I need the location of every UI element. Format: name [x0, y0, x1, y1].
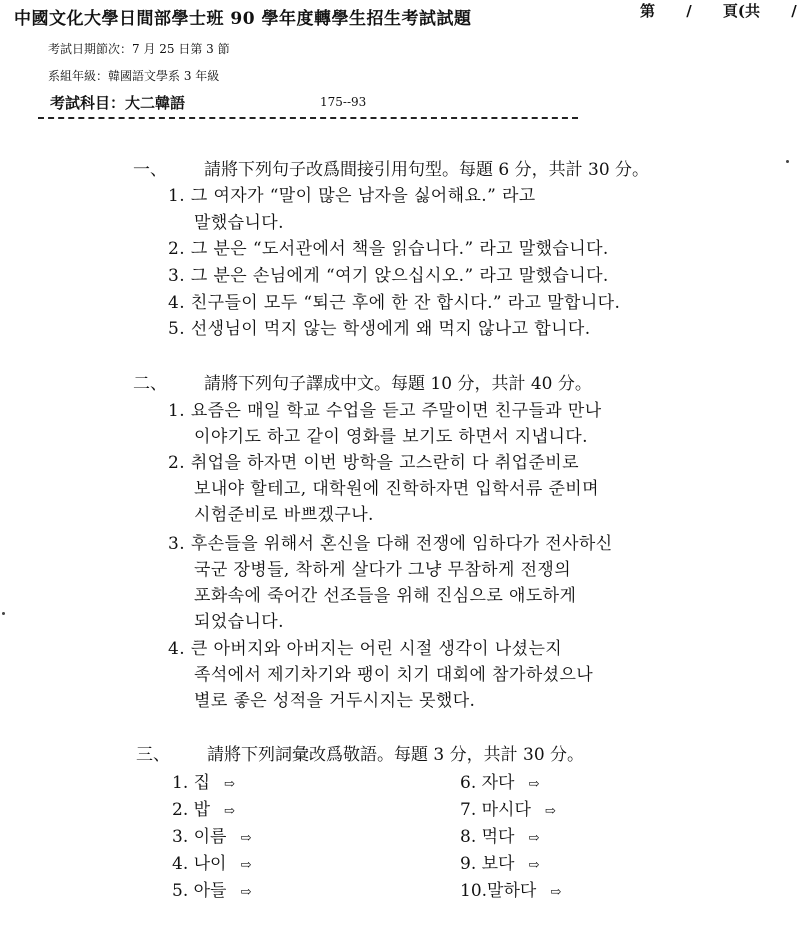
vocab-item-4 — [172, 849, 251, 874]
s2-item-4-line-2: 족석에서 제기차기와 팽이 치기 대회에 참가하셨으나 — [194, 665, 594, 685]
section-1-number: 一、 — [133, 160, 167, 180]
s1-item-4: 4. 친구들이 모두 “퇴근 후에 한 잔 합시다.” 라고 말합니다. — [168, 293, 621, 313]
s2-item-1-line-1: 1. 요즘은 매일 학교 수업을 듣고 주말이면 친구들과 만나 — [168, 401, 602, 421]
s2-item-3-line-4: 되었습니다. — [194, 612, 284, 632]
arrow-right-icon: ⇨ — [224, 804, 235, 819]
arrow-right-icon: ⇨ — [240, 885, 252, 900]
s1-item-3: 3. 그 분은 손님에게 “여기 앉으십시오.” 라고 말했습니다. — [168, 266, 609, 286]
vocab-item-9 — [460, 849, 539, 874]
s1-item-1-line-2: 말했습니다. — [194, 213, 284, 233]
vocab-word: 7. 마시다 — [460, 800, 531, 820]
vocab-word: 1. 집 — [172, 773, 211, 793]
s2-item-3-line-3: 포화속에 죽어간 선조들을 위해 진심으로 애도하게 — [194, 586, 577, 606]
arrow-right-icon: ⇨ — [528, 777, 540, 792]
section-3-number: 三、 — [136, 745, 170, 765]
vocab-word: 4. 나이 — [172, 854, 227, 874]
arrow-right-icon: ⇨ — [240, 858, 252, 873]
section-2-number: 二、 — [133, 374, 167, 394]
arrow-right-icon: ⇨ — [528, 858, 540, 873]
s1-item-2: 2. 그 분은 “도서관에서 책을 읽습니다.” 라고 말했습니다. — [168, 239, 609, 259]
vocab-item-6 — [460, 768, 539, 793]
vocab-word: 10.말하다 — [460, 881, 537, 901]
s2-item-2-line-2: 보내야 할테고, 대학원에 진학하자면 입학서류 준비며 — [194, 479, 599, 499]
vocab-item-2 — [172, 795, 235, 820]
s1-item-1-line-1: 1. 그 여자가 “말이 많은 남자을 싫어해요.” 라고 — [168, 186, 536, 206]
vocab-word: 5. 아들 — [172, 881, 227, 901]
arrow-right-icon: ⇨ — [544, 804, 556, 819]
scan-speck — [786, 160, 789, 163]
arrow-right-icon: ⇨ — [224, 777, 235, 792]
exam-subject: 考試科目：大二韓語 — [50, 94, 186, 112]
vocab-item-8 — [460, 822, 539, 847]
vocab-word: 3. 이름 — [172, 827, 227, 847]
vocab-word: 9. 보다 — [460, 854, 515, 874]
section-1-title: 請將下列句子改爲間接引用句型。每題 6 分，共計 30 分。 — [204, 160, 650, 180]
s2-item-2-line-3: 시험준비로 바쁘겠구나. — [194, 505, 374, 525]
section-3-title: 請將下列詞彙改爲敬語。每題 3 分，共計 30 分。 — [207, 745, 585, 765]
arrow-right-icon: ⇨ — [240, 831, 252, 846]
vocab-word: 2. 밥 — [172, 800, 211, 820]
arrow-right-icon: ⇨ — [550, 885, 562, 900]
vocab-item-5 — [172, 876, 251, 901]
vocab-item-10 — [460, 876, 561, 901]
arrow-right-icon: ⇨ — [528, 831, 540, 846]
s2-item-3-line-1: 3. 후손들을 위해서 혼신을 다해 전쟁에 임하다가 전사하신 — [168, 534, 613, 554]
s2-item-4-line-3: 별로 좋은 성적을 거두시지는 못했다. — [194, 691, 476, 711]
vocab-item-1 — [172, 768, 235, 793]
vocab-word: 6. 자다 — [460, 773, 515, 793]
scan-speck — [2, 612, 5, 615]
vocab-item-3 — [172, 822, 251, 847]
s1-item-5: 5. 선생님이 먹지 않는 학생에게 왜 먹지 않나고 합니다. — [168, 319, 591, 339]
department: 系組年級：韓國語文學系 3 年級 — [48, 69, 220, 83]
header-divider — [38, 117, 578, 119]
exam-date: 考試日期節次：7 月 25 日第 3 節 — [48, 42, 230, 56]
exam-code: 175--93 — [320, 95, 367, 109]
section-2-title: 請將下列句子譯成中文。每題 10 分，共計 40 分。 — [204, 374, 592, 394]
exam-title: 中國文化大學日間部學士班 90 學年度轉學生招生考試試題 — [14, 9, 472, 29]
vocab-word: 8. 먹다 — [460, 827, 515, 847]
page-indicator: 第 / 頁(共 / — [640, 2, 797, 20]
s2-item-1-line-2: 이야기도 하고 같이 영화를 보기도 하면서 지냅니다. — [194, 427, 588, 447]
vocab-item-7 — [460, 795, 556, 820]
s2-item-4-line-1: 4. 큰 아버지와 아버지는 어린 시절 생각이 나셨는지 — [168, 639, 563, 659]
s2-item-3-line-2: 국군 장병들, 착하게 살다가 그냥 무참하게 전쟁의 — [194, 560, 572, 580]
s2-item-2-line-1: 2. 취업을 하자면 이번 방학을 고스란히 다 취업준비로 — [168, 453, 579, 473]
